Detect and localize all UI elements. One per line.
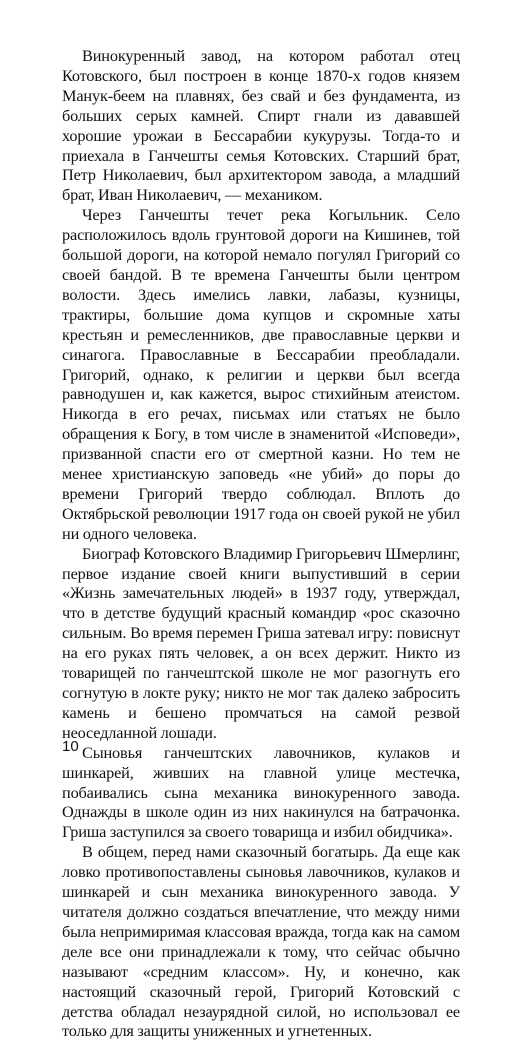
- paragraph-1: Винокуренный завод, на котором работал отец Котовского, был построен в конце 1870-х годов князем Манук-беем на плавнях, без свай и без фундамента, из больших серых камней. Спирт гнали из дававшей хорошие урожаи в Бессарабии кукурузы. Тогда-то и приехала в Ганчешты семья Котовских. Старший брат, Петр Николаевич, был архитектором завода, а младший брат, Иван Николаевич, — механиком.: [62, 46, 460, 205]
- paragraph-4: Сыновья ганчештских лавочников, кулаков и шинкарей, живших на главной улице местечка, побаивались сына механика винокуренного завода. Однажды в школе один из них накинулся на батрачонка. Гриша заступился за своего товарища и избил обидчика».: [62, 742, 460, 842]
- paragraph-2: Через Ганчешты течет река Когыльник. Село расположилось вдоль грунтовой дороги на Кишинев, той большой дороги, на которой немало погулял Григорий со своей бандой. В те времена Ганчешты были центром волости. Здесь имелись лавки, лабазы, кузницы, трактиры, большие дома купцов и скромные хаты крестьян и ремесленников, две православные церкви и синагога. Православные в Бессарабии преобладали. Григорий, однако, к религии и церкви был всегда равнодушен и, как кажется, вырос стихийным атеистом. Никогда в его речах, письмах или статьях не было обращения к Богу, в том числе в знаменитой «Исповеди», призванной спасти его от смертной казни. Но тем не менее христианскую заповедь «не убий» до поры до времени Григорий твердо соблюдал. Вплоть до Октябрьской революции 1917 года он своей рукой не убил ни одного человека.: [62, 205, 460, 543]
- body-text: [62, 46, 460, 1041]
- page-number: 10: [62, 738, 79, 755]
- paragraph-3: Биограф Котовского Владимир Григорьевич Шмерлинг, первое издание своей книги выпустивший в серии «Жизнь замечательных людей» в 1937 году, утверждал, что в детстве будущий красный командир «рос сказочно сильным. Во время перемен Гриша затевал игру: повиснут на его руках пять человек, а он всех держит. Никто из товарищей по ганчештской школе не мог разогнуть его согнутую в локте руку; никто не мог так далеко забросить камень и бешено промчаться на самой резвой неоседланной лошади.: [62, 543, 460, 742]
- paragraph-5: В общем, перед нами сказочный богатырь. Да еще как ловко противопоставлены сыновья лавочников, кулаков и шинкарей и сын механика винокуренного завода. У читателя должно создаться впечатление, что между ними была непримиримая классовая вражда, тогда как на самом деле все они принадлежали к тому, что сейчас обычно называют «средним классом». Ну, и конечно, как настоящий сказочный герой, Григорий Котовский с детства обладал незаурядной силой, но использовал ее только для защиты униженных и угнетенных.: [62, 842, 460, 1041]
